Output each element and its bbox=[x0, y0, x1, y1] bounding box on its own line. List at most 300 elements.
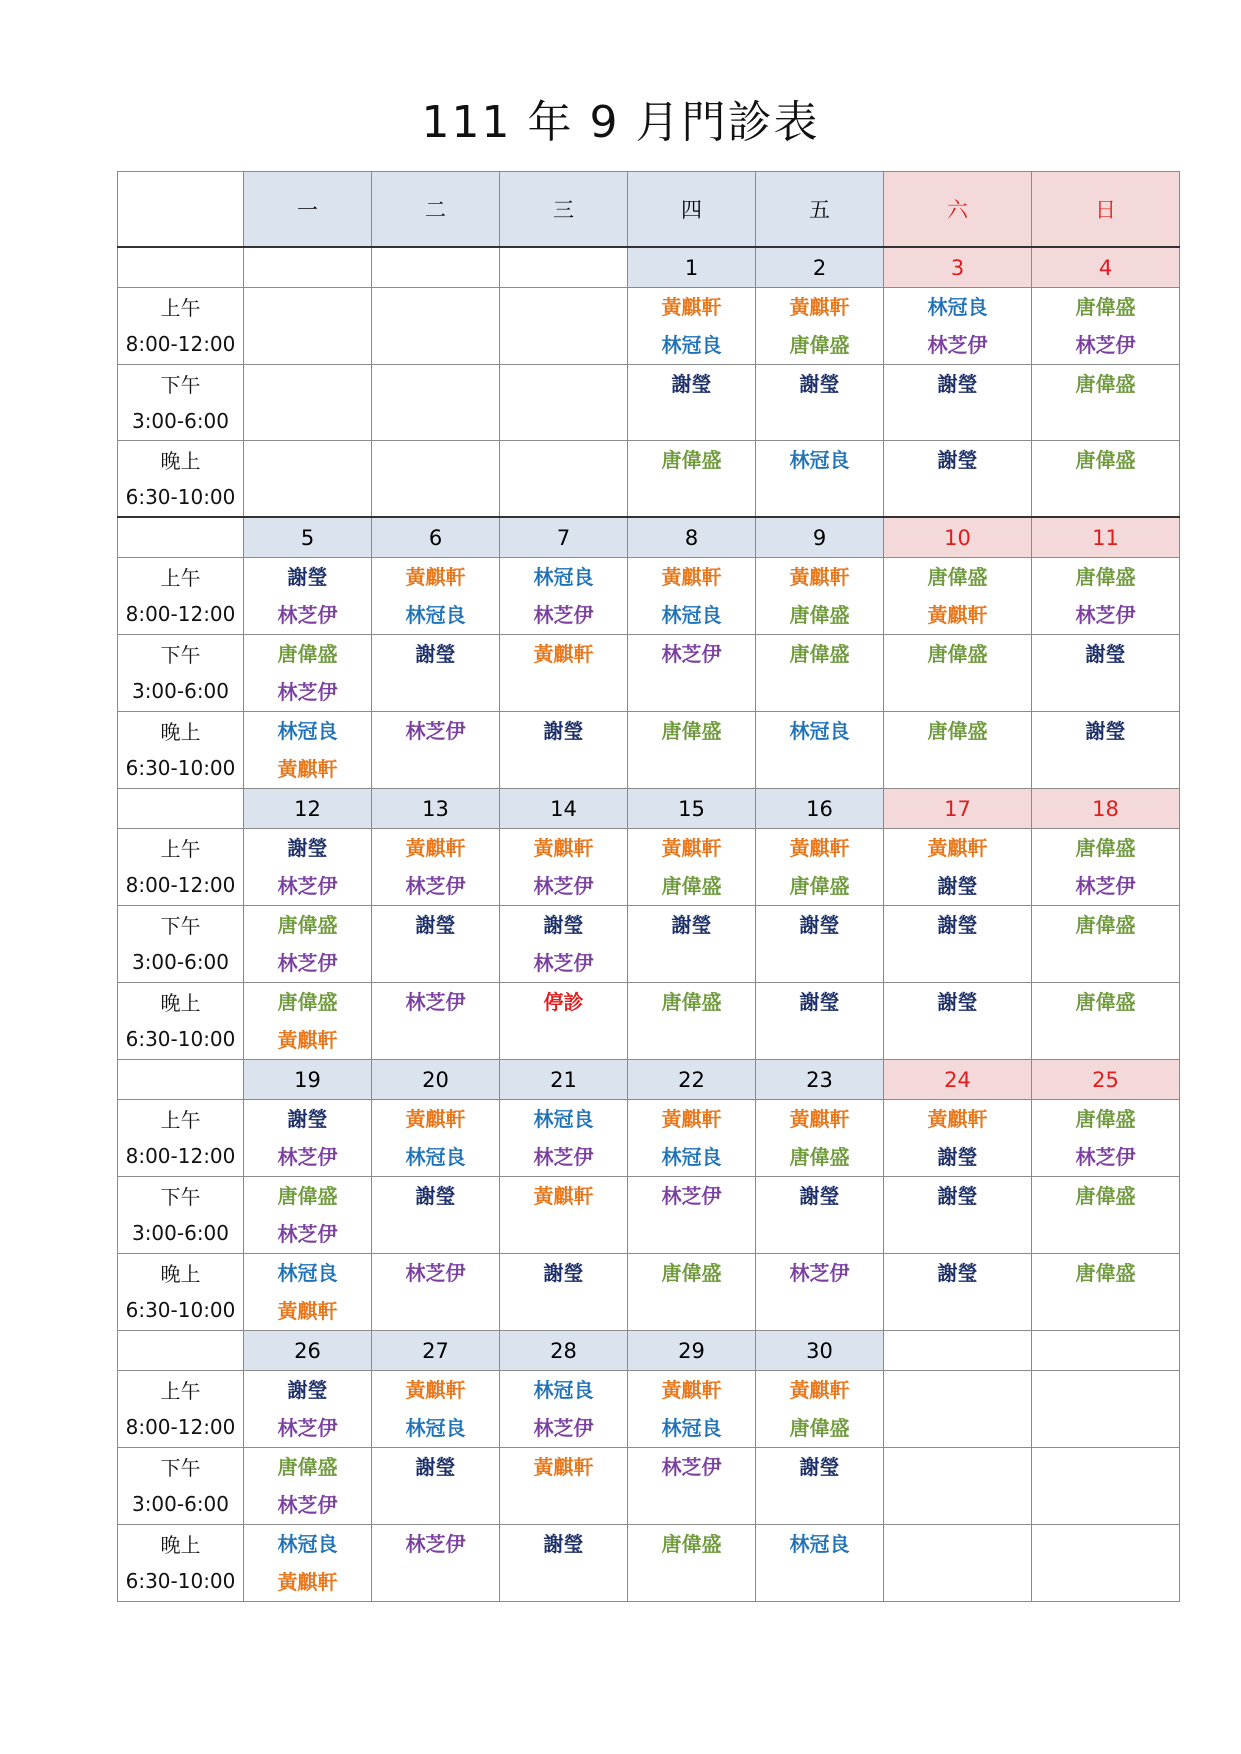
slot-name: 晚上 bbox=[160, 1533, 201, 1557]
schedule-cell bbox=[884, 1254, 1032, 1331]
date-cell: 13 bbox=[372, 789, 500, 829]
doctor-name: 黃麒軒 bbox=[405, 836, 466, 860]
schedule-cell bbox=[1032, 1254, 1180, 1331]
schedule-table bbox=[117, 171, 1180, 1602]
schedule-cell bbox=[1032, 635, 1180, 712]
schedule-cell bbox=[756, 1448, 884, 1525]
doctor-name: 謝瑩 bbox=[671, 372, 712, 396]
doctor-name: 謝瑩 bbox=[799, 1184, 840, 1208]
doctor-name: 黃麒軒 bbox=[661, 565, 722, 589]
schedule-cell bbox=[756, 441, 884, 518]
schedule-cell bbox=[756, 1371, 884, 1448]
schedule-cell bbox=[500, 983, 628, 1060]
session-row bbox=[118, 1100, 1180, 1177]
doctor-name: 黃麒軒 bbox=[661, 1378, 722, 1402]
doctor-name: 唐偉盛 bbox=[1075, 565, 1136, 589]
doctor-name: 唐偉盛 bbox=[661, 1532, 722, 1556]
schedule-cell bbox=[372, 288, 500, 365]
doctor-name: 林冠良 bbox=[789, 1532, 850, 1556]
schedule-cell bbox=[500, 1448, 628, 1525]
doctor-name: 林芝伊 bbox=[533, 874, 594, 898]
slot-name: 上午 bbox=[160, 837, 201, 861]
schedule-cell bbox=[244, 288, 372, 365]
doctor-name: 唐偉盛 bbox=[1075, 836, 1136, 860]
doctor-name: 黃麒軒 bbox=[661, 1107, 722, 1131]
doctor-name: 林冠良 bbox=[533, 565, 594, 589]
slot-name: 下午 bbox=[160, 914, 201, 938]
schedule-cell bbox=[884, 288, 1032, 365]
doctor-name: 林冠良 bbox=[277, 719, 338, 743]
doctor-name: 林冠良 bbox=[661, 1416, 722, 1440]
doctor-name: 林芝伊 bbox=[405, 1532, 466, 1556]
doctor-name: 謝瑩 bbox=[799, 913, 840, 937]
date-cell: 19 bbox=[244, 1060, 372, 1100]
doctor-name: 黃麒軒 bbox=[927, 1107, 988, 1131]
schedule-cell bbox=[756, 558, 884, 635]
doctor-name: 林冠良 bbox=[277, 1261, 338, 1285]
doctor-name: 謝瑩 bbox=[937, 1261, 978, 1285]
schedule-cell bbox=[372, 829, 500, 906]
schedule-cell bbox=[500, 288, 628, 365]
doctor-name: 林芝伊 bbox=[1075, 1145, 1136, 1169]
schedule-cell bbox=[756, 1525, 884, 1602]
date-cell: 30 bbox=[756, 1331, 884, 1371]
date-cell: 6 bbox=[372, 517, 500, 558]
schedule-cell bbox=[244, 829, 372, 906]
doctor-name: 唐偉盛 bbox=[661, 1261, 722, 1285]
doctor-name: 林冠良 bbox=[405, 1416, 466, 1440]
slot-label-cell bbox=[118, 635, 244, 712]
weekday-header-row bbox=[118, 172, 1180, 248]
doctor-name: 黃麒軒 bbox=[533, 1184, 594, 1208]
date-cell bbox=[244, 247, 372, 288]
doctor-name: 林冠良 bbox=[789, 719, 850, 743]
schedule-cell bbox=[1032, 558, 1180, 635]
slot-time: 8:00-12:00 bbox=[125, 1144, 236, 1168]
schedule-cell bbox=[372, 635, 500, 712]
date-row bbox=[118, 517, 1180, 558]
slot-name: 下午 bbox=[160, 1456, 201, 1480]
date-cell: 8 bbox=[628, 517, 756, 558]
doctor-name: 唐偉盛 bbox=[1075, 913, 1136, 937]
schedule-cell bbox=[500, 1254, 628, 1331]
date-cell: 27 bbox=[372, 1331, 500, 1371]
schedule-cell bbox=[884, 365, 1032, 441]
date-cell: 23 bbox=[756, 1060, 884, 1100]
doctor-name: 謝瑩 bbox=[415, 1184, 456, 1208]
schedule-cell bbox=[884, 1371, 1032, 1448]
doctor-name: 唐偉盛 bbox=[927, 565, 988, 589]
schedule-cell bbox=[884, 558, 1032, 635]
doctor-name: 黃麒軒 bbox=[405, 565, 466, 589]
slot-name: 晚上 bbox=[160, 991, 201, 1015]
session-row bbox=[118, 829, 1180, 906]
schedule-cell bbox=[244, 983, 372, 1060]
doctor-name: 林芝伊 bbox=[277, 1145, 338, 1169]
doctor-name: 林芝伊 bbox=[1075, 333, 1136, 357]
date-cell bbox=[372, 247, 500, 288]
date-row-label-cell bbox=[118, 789, 244, 829]
date-cell: 26 bbox=[244, 1331, 372, 1371]
doctor-name: 唐偉盛 bbox=[1075, 990, 1136, 1014]
doctor-name: 謝瑩 bbox=[543, 913, 584, 937]
slot-label-cell bbox=[118, 1371, 244, 1448]
doctor-name: 林芝伊 bbox=[405, 990, 466, 1014]
doctor-name: 唐偉盛 bbox=[277, 913, 338, 937]
schedule-cell bbox=[884, 829, 1032, 906]
doctor-name: 謝瑩 bbox=[937, 448, 978, 472]
doctor-name: 林冠良 bbox=[533, 1107, 594, 1131]
schedule-cell bbox=[372, 441, 500, 518]
schedule-cell bbox=[1032, 1371, 1180, 1448]
slot-name: 上午 bbox=[160, 566, 201, 590]
doctor-name: 黃麒軒 bbox=[533, 642, 594, 666]
schedule-cell bbox=[500, 829, 628, 906]
doctor-name: 林芝伊 bbox=[1075, 874, 1136, 898]
schedule-cell bbox=[372, 1254, 500, 1331]
slot-time: 6:30-10:00 bbox=[125, 484, 236, 509]
schedule-cell bbox=[500, 906, 628, 983]
slot-label-cell bbox=[118, 1100, 244, 1177]
doctor-name: 謝瑩 bbox=[937, 874, 978, 898]
schedule-cell bbox=[628, 712, 756, 789]
doctor-name: 黃麒軒 bbox=[277, 1299, 338, 1323]
schedule-cell bbox=[628, 635, 756, 712]
schedule-cell bbox=[1032, 1177, 1180, 1254]
session-row bbox=[118, 288, 1180, 365]
doctor-name: 林芝伊 bbox=[533, 951, 594, 975]
doctor-name: 唐偉盛 bbox=[927, 642, 988, 666]
schedule-cell bbox=[372, 558, 500, 635]
schedule-cell bbox=[500, 1100, 628, 1177]
doctor-name: 黃麒軒 bbox=[277, 757, 338, 781]
date-cell: 10 bbox=[884, 517, 1032, 558]
doctor-name: 謝瑩 bbox=[543, 1261, 584, 1285]
schedule-cell bbox=[756, 288, 884, 365]
schedule-cell bbox=[372, 1100, 500, 1177]
date-cell: 21 bbox=[500, 1060, 628, 1100]
doctor-name: 黃麒軒 bbox=[661, 836, 722, 860]
doctor-name: 林芝伊 bbox=[405, 874, 466, 898]
schedule-cell bbox=[500, 712, 628, 789]
doctor-name: 林芝伊 bbox=[277, 1416, 338, 1440]
date-cell: 29 bbox=[628, 1331, 756, 1371]
date-cell bbox=[884, 1331, 1032, 1371]
session-row bbox=[118, 983, 1180, 1060]
doctor-name: 謝瑩 bbox=[937, 1184, 978, 1208]
schedule-cell bbox=[244, 712, 372, 789]
doctor-name: 謝瑩 bbox=[415, 1455, 456, 1479]
schedule-cell bbox=[244, 1177, 372, 1254]
doctor-name: 林芝伊 bbox=[277, 1222, 338, 1246]
doctor-name: 林冠良 bbox=[661, 1145, 722, 1169]
slot-name: 晚上 bbox=[160, 720, 201, 744]
date-cell: 24 bbox=[884, 1060, 1032, 1100]
schedule-cell bbox=[244, 1525, 372, 1602]
doctor-name: 林芝伊 bbox=[533, 603, 594, 627]
doctor-name: 林芝伊 bbox=[789, 1261, 850, 1285]
doctor-name: 林芝伊 bbox=[533, 1145, 594, 1169]
slot-label-cell bbox=[118, 558, 244, 635]
doctor-name: 謝瑩 bbox=[287, 836, 328, 860]
date-row-label-cell bbox=[118, 1331, 244, 1371]
doctor-name: 謝瑩 bbox=[671, 913, 712, 937]
schedule-cell bbox=[244, 558, 372, 635]
doctor-name: 唐偉盛 bbox=[789, 874, 850, 898]
doctor-name: 謝瑩 bbox=[799, 372, 840, 396]
schedule-cell bbox=[1032, 1448, 1180, 1525]
session-row bbox=[118, 558, 1180, 635]
doctor-name: 林芝伊 bbox=[661, 1184, 722, 1208]
doctor-name: 唐偉盛 bbox=[277, 990, 338, 1014]
weekday-header-5: 五 bbox=[756, 172, 884, 248]
date-cell: 15 bbox=[628, 789, 756, 829]
session-row bbox=[118, 365, 1180, 441]
slot-time: 3:00-6:00 bbox=[131, 1492, 230, 1516]
doctor-name: 謝瑩 bbox=[1085, 719, 1126, 743]
schedule-cell bbox=[884, 1525, 1032, 1602]
date-row bbox=[118, 247, 1180, 288]
session-row bbox=[118, 712, 1180, 789]
schedule-cell bbox=[500, 635, 628, 712]
schedule-cell bbox=[628, 983, 756, 1060]
doctor-name: 林冠良 bbox=[927, 295, 988, 319]
schedule-cell bbox=[628, 558, 756, 635]
doctor-name: 唐偉盛 bbox=[277, 1455, 338, 1479]
doctor-name: 黃麒軒 bbox=[533, 1455, 594, 1479]
schedule-cell bbox=[628, 365, 756, 441]
schedule-cell bbox=[628, 1254, 756, 1331]
slot-time: 3:00-6:00 bbox=[131, 1221, 230, 1245]
schedule-cell bbox=[756, 1254, 884, 1331]
slot-time: 6:30-10:00 bbox=[125, 1027, 236, 1051]
schedule-cell bbox=[628, 1371, 756, 1448]
schedule-cell bbox=[500, 441, 628, 518]
slot-time: 8:00-12:00 bbox=[125, 873, 236, 897]
date-cell: 16 bbox=[756, 789, 884, 829]
weekday-header-1: 一 bbox=[244, 172, 372, 248]
schedule-cell bbox=[628, 829, 756, 906]
date-cell: 2 bbox=[756, 247, 884, 288]
schedule-cell bbox=[1032, 1525, 1180, 1602]
doctor-name: 唐偉盛 bbox=[789, 333, 850, 357]
date-cell: 7 bbox=[500, 517, 628, 558]
doctor-name: 唐偉盛 bbox=[277, 642, 338, 666]
doctor-name: 唐偉盛 bbox=[661, 448, 722, 472]
schedule-cell bbox=[756, 983, 884, 1060]
schedule-cell bbox=[1032, 365, 1180, 441]
doctor-name: 林冠良 bbox=[661, 603, 722, 627]
doctor-name: 黃麒軒 bbox=[789, 1107, 850, 1131]
slot-name: 晚上 bbox=[160, 1262, 201, 1286]
schedule-cell bbox=[372, 712, 500, 789]
schedule-cell bbox=[500, 558, 628, 635]
doctor-name: 林芝伊 bbox=[927, 333, 988, 357]
schedule-cell bbox=[372, 1371, 500, 1448]
doctor-name: 唐偉盛 bbox=[661, 990, 722, 1014]
date-cell: 5 bbox=[244, 517, 372, 558]
schedule-cell bbox=[628, 1100, 756, 1177]
session-row bbox=[118, 635, 1180, 712]
date-row bbox=[118, 1060, 1180, 1100]
schedule-cell bbox=[1032, 906, 1180, 983]
schedule-cell bbox=[884, 712, 1032, 789]
schedule-cell bbox=[1032, 712, 1180, 789]
date-row-label-cell bbox=[118, 247, 244, 288]
weekday-header-7: 日 bbox=[1032, 172, 1180, 248]
slot-name: 下午 bbox=[160, 1185, 201, 1209]
schedule-cell bbox=[372, 906, 500, 983]
slot-label-cell bbox=[118, 288, 244, 365]
schedule-cell bbox=[372, 983, 500, 1060]
doctor-name: 林芝伊 bbox=[1075, 603, 1136, 627]
slot-time: 8:00-12:00 bbox=[125, 1415, 236, 1439]
schedule-cell bbox=[244, 635, 372, 712]
slot-label-cell bbox=[118, 1177, 244, 1254]
doctor-name: 唐偉盛 bbox=[1075, 448, 1136, 472]
doctor-name: 停診 bbox=[543, 990, 584, 1014]
doctor-name: 林芝伊 bbox=[277, 874, 338, 898]
schedule-cell bbox=[756, 1177, 884, 1254]
doctor-name: 林冠良 bbox=[277, 1532, 338, 1556]
schedule-cell bbox=[372, 1448, 500, 1525]
schedule-cell bbox=[756, 906, 884, 983]
schedule-cell bbox=[244, 1371, 372, 1448]
schedule-cell bbox=[628, 1448, 756, 1525]
date-cell: 9 bbox=[756, 517, 884, 558]
schedule-cell bbox=[244, 906, 372, 983]
doctor-name: 謝瑩 bbox=[287, 1378, 328, 1402]
schedule-cell bbox=[500, 365, 628, 441]
doctor-name: 林芝伊 bbox=[405, 1261, 466, 1285]
doctor-name: 唐偉盛 bbox=[1075, 372, 1136, 396]
doctor-name: 唐偉盛 bbox=[927, 719, 988, 743]
slot-label-cell bbox=[118, 441, 244, 518]
slot-time: 6:30-10:00 bbox=[125, 1298, 236, 1322]
slot-time: 8:00-12:00 bbox=[125, 602, 236, 626]
doctor-name: 唐偉盛 bbox=[1075, 1184, 1136, 1208]
schedule-cell bbox=[884, 983, 1032, 1060]
doctor-name: 謝瑩 bbox=[937, 913, 978, 937]
doctor-name: 唐偉盛 bbox=[789, 1145, 850, 1169]
schedule-cell bbox=[1032, 441, 1180, 518]
doctor-name: 林芝伊 bbox=[277, 1493, 338, 1517]
doctor-name: 黃麒軒 bbox=[927, 836, 988, 860]
slot-label-cell bbox=[118, 906, 244, 983]
schedule-cell bbox=[628, 906, 756, 983]
schedule-cell bbox=[756, 635, 884, 712]
schedule-cell bbox=[1032, 983, 1180, 1060]
doctor-name: 林芝伊 bbox=[277, 951, 338, 975]
slot-time: 6:30-10:00 bbox=[125, 1569, 236, 1593]
doctor-name: 唐偉盛 bbox=[1075, 1107, 1136, 1131]
doctor-name: 林芝伊 bbox=[533, 1416, 594, 1440]
doctor-name: 林芝伊 bbox=[277, 680, 338, 704]
schedule-cell bbox=[500, 1177, 628, 1254]
doctor-name: 謝瑩 bbox=[799, 990, 840, 1014]
doctor-name: 謝瑩 bbox=[937, 990, 978, 1014]
date-cell: 3 bbox=[884, 247, 1032, 288]
weekday-header-2: 二 bbox=[372, 172, 500, 248]
schedule-cell bbox=[1032, 288, 1180, 365]
slot-name: 上午 bbox=[160, 296, 201, 320]
weekday-header-6: 六 bbox=[884, 172, 1032, 248]
doctor-name: 林芝伊 bbox=[661, 642, 722, 666]
doctor-name: 唐偉盛 bbox=[789, 642, 850, 666]
slot-name: 上午 bbox=[160, 1379, 201, 1403]
doctor-name: 林冠良 bbox=[789, 448, 850, 472]
doctor-name: 謝瑩 bbox=[287, 565, 328, 589]
doctor-name: 謝瑩 bbox=[543, 719, 584, 743]
date-cell bbox=[500, 247, 628, 288]
session-row bbox=[118, 1371, 1180, 1448]
doctor-name: 黃麒軒 bbox=[789, 295, 850, 319]
schedule-cell bbox=[500, 1371, 628, 1448]
doctor-name: 黃麒軒 bbox=[533, 836, 594, 860]
schedule-cell bbox=[756, 712, 884, 789]
slot-label-cell bbox=[118, 983, 244, 1060]
doctor-name: 林冠良 bbox=[661, 333, 722, 357]
doctor-name: 謝瑩 bbox=[415, 913, 456, 937]
slot-label-cell bbox=[118, 1254, 244, 1331]
doctor-name: 唐偉盛 bbox=[789, 603, 850, 627]
date-cell bbox=[1032, 1331, 1180, 1371]
schedule-cell bbox=[244, 1448, 372, 1525]
date-cell: 11 bbox=[1032, 517, 1180, 558]
doctor-name: 謝瑩 bbox=[1085, 642, 1126, 666]
schedule-cell bbox=[628, 441, 756, 518]
slot-name: 下午 bbox=[160, 643, 201, 667]
doctor-name: 唐偉盛 bbox=[661, 874, 722, 898]
slot-label-cell bbox=[118, 712, 244, 789]
doctor-name: 謝瑩 bbox=[415, 642, 456, 666]
date-cell: 14 bbox=[500, 789, 628, 829]
schedule-cell bbox=[628, 1525, 756, 1602]
schedule-cell bbox=[884, 1448, 1032, 1525]
doctor-name: 黃麒軒 bbox=[789, 1378, 850, 1402]
slot-time: 6:30-10:00 bbox=[125, 756, 236, 780]
doctor-name: 黃麒軒 bbox=[277, 1570, 338, 1594]
date-cell: 17 bbox=[884, 789, 1032, 829]
session-row bbox=[118, 1177, 1180, 1254]
schedule-cell bbox=[372, 1177, 500, 1254]
doctor-name: 唐偉盛 bbox=[277, 1184, 338, 1208]
weekday-header-3: 三 bbox=[500, 172, 628, 248]
doctor-name: 黃麒軒 bbox=[661, 295, 722, 319]
slot-label-cell bbox=[118, 1448, 244, 1525]
date-row bbox=[118, 789, 1180, 829]
schedule-cell bbox=[1032, 1100, 1180, 1177]
slot-name: 晚上 bbox=[160, 448, 201, 473]
doctor-name: 唐偉盛 bbox=[661, 719, 722, 743]
session-row bbox=[118, 1254, 1180, 1331]
schedule-cell bbox=[372, 365, 500, 441]
date-cell: 25 bbox=[1032, 1060, 1180, 1100]
schedule-cell bbox=[244, 1100, 372, 1177]
session-row bbox=[118, 1448, 1180, 1525]
doctor-name: 黃麒軒 bbox=[789, 565, 850, 589]
date-cell: 28 bbox=[500, 1331, 628, 1371]
schedule-cell bbox=[1032, 829, 1180, 906]
doctor-name: 黃麒軒 bbox=[789, 836, 850, 860]
slot-name: 上午 bbox=[160, 1108, 201, 1132]
date-row-label-cell bbox=[118, 1060, 244, 1100]
schedule-cell bbox=[756, 829, 884, 906]
date-cell: 20 bbox=[372, 1060, 500, 1100]
slot-label-cell bbox=[118, 829, 244, 906]
doctor-name: 林冠良 bbox=[533, 1378, 594, 1402]
doctor-name: 謝瑩 bbox=[937, 372, 978, 396]
